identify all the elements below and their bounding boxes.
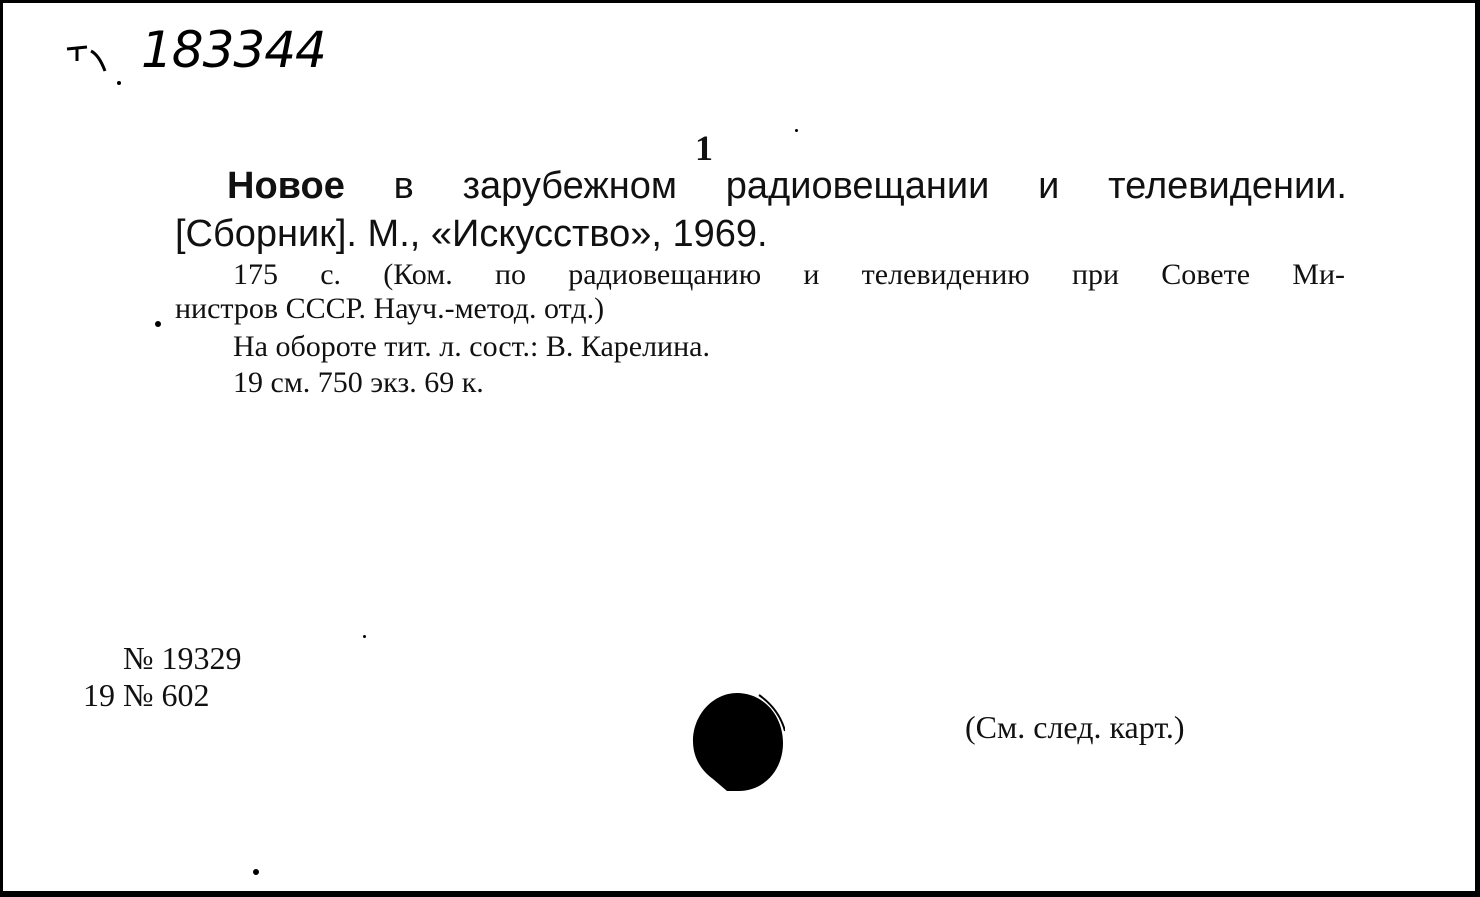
- handwritten-mark-icon: [65, 41, 125, 91]
- speck: [795, 129, 798, 132]
- title-text: в зарубежном радиовещании и телевидении.: [344, 165, 1347, 207]
- punch-hole-icon: [691, 691, 785, 793]
- title-heading-word: Новое: [227, 165, 345, 207]
- accession-number-2: 19 № 602: [83, 677, 210, 713]
- title-line: [227, 163, 1347, 209]
- inventory-number: 183344: [141, 21, 326, 79]
- accession-number-1: № 19329: [123, 640, 242, 676]
- speck: [253, 869, 259, 875]
- continuation-note: (См. след. карт.): [965, 709, 1185, 745]
- imprint-line: [Сборник]. М., «Искусство», 1969.: [175, 213, 768, 255]
- note-line-3: На обороте тит. л. сост.: В. Карелина.: [233, 330, 710, 363]
- note-line-1: 175 с. (Ком. по радиовещанию и телевидению при Совете Ми-: [233, 258, 1345, 291]
- speck: [363, 635, 366, 638]
- speck: [155, 321, 161, 327]
- note-line-2: нистров СССР. Науч.-метод. отд.): [175, 292, 605, 325]
- card-number: 1: [695, 128, 713, 168]
- note-line-4: 19 см. 750 экз. 69 к.: [233, 366, 484, 399]
